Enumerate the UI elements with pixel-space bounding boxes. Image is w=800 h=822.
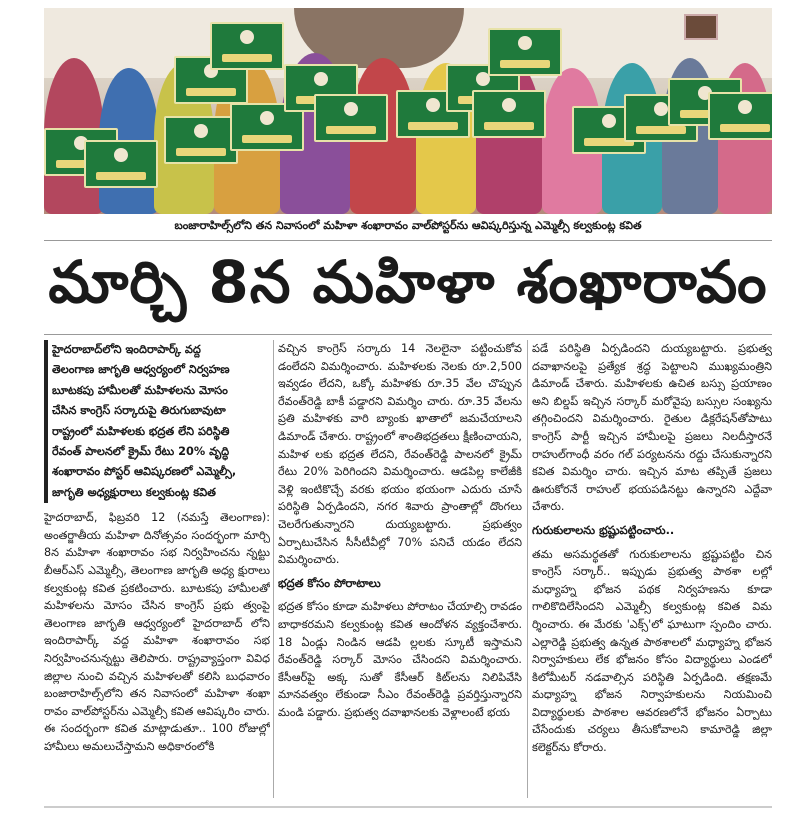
photo-caption: బంజారాహిల్స్‌లోని తన నివాసంలో మహిళా శంఖారావం వాల్‌పోస్టర్‌ను ఆవిష్కరిస్తున్న ఎమ్మెల్సీ కల్వకుంట్ల కవిత [174,219,642,232]
headline-rule [44,334,772,335]
summary-line: జాగృతి అధ్యక్షురాలు కల్వకుంట్ల కవిత [52,485,216,499]
article-paragraph: పడే పరిస్థితి ఏర్పడిందని దుయ్యబట్టారు. ప్రభుత్వ దవాఖానలపై ప్రత్యేక శ్రద్ధ పెట్టాలని ముఖ్యమంత్రిని డిమాండ్ చేశారు. మహిళలకు ఉచిత బస్సు ప్రయాణం అని బిల్డప్ ఇచ్చిన సర్కార్ మరోవైపు బస్సుల సంఖ్యను తగ్గించిందని విమర్శించారు. రైతుల డిక్లరేషన్‌తోపాటు కాంగ్రెస్ పార్టీ ఇచ్చిన హామీలపై ప్రజలు నిలదీస్తారనే రాహుల్‌గాంధీ వరం గల్ పర్యటనను రద్దు చేసుకున్నారని కవిత విమర్శిం చారు. ఇచ్చిన మాట తప్పితే ప్రజలు ఊరుకోరనే రాహుల్ భయపడినట్టు ఉన్నారని ఎద్దేవా చేశారు. [532,342,772,514]
wall-frame [684,14,718,40]
summary-line: రాష్ట్రంలో మహిళలకు భద్రత లేని పరిస్థితి [52,424,230,438]
news-photo [44,8,772,214]
poster [84,140,158,188]
poster [708,92,772,140]
summary-box [44,340,270,503]
subheading: గురుకులాలను భ్రష్టుపట్టించారు.. [532,522,675,537]
article-paragraph: వచ్చిన కాంగ్రెస్ సర్కారు 14 నెలలైనా పట్టించుకోవ డంలేదని విమర్శించారు. మహిళలకు నెలకు రూ.2,500 ఇవ్వడం లేదని, ఒక్కో మహిళకు రూ.35 వేల చొప్పున రేవంత్‌రెడ్డి బాకీ పడ్డారని విమర్శిం చారు. రూ.35 వేలను ప్రతి మహిళకు వారి బ్యాంకు ఖాతాలో జమచేయాలని డిమాండ్ చేశారు. రాష్ట్రంలో శాంతిభద్రతలు క్షీణించాయని, మహిళ లకు భద్రత లేదని, రేవంత్‌రెడ్డి పాలనలో క్రైమ్ రేటు 20% పెరిగిందని విమర్శించారు. ఆడపిల్ల కాలేజీకి వెళ్లి ఇంటికొచ్చే వరకు భయం భయంగా ఎదురు చూసే పరిస్థితి ఏర్పడిందని, నగర శివారు ప్రాంతాల్లో దొంగలు చెలరేగుతున్నారని దుయ్యబట్టారు. ప్రభుత్వం ఏర్పాటుచేసిన సీసీటీవీల్లో 70% పనిచే యడం లేదని విమర్శించారు. [278,342,522,567]
poster [210,22,284,70]
column-divider [273,340,274,798]
article-paragraph: తమ అసమర్థతతో గురుకులాలను భ్రష్టుపట్టిం చిన కాంగ్రెస్ సర్కార్.. ఇప్పుడు ప్రభుత్వ పాఠశా లల్లో మధ్యాహ్న భోజన పథక నిర్వహణను కూడా గాలికొదిలేసిందని ఎమ్మెల్సీ కల్వకుంట్ల కవిత విమ ర్శించారు. ఈ మేరకు 'ఎక్స్'లో ఘాటుగా స్పందిం చారు. ఎల్లారెడ్డి ప్రభుత్వ ఉన్నత పాఠశాలలో మధ్యాహ్న భోజన నిర్వాహకులు లేక భోజనం కోసం విద్యార్థులు ఎండలో కిలోమీటర్ నడవాల్సిన పరిస్థితి ఏర్పడింది. తక్షణమే మధ్యాహ్న భోజన నిర్వాహకులను నియమించి విద్యార్థులకు పాఠశాల ఆవరణలోనే భోజనం ఏర్పాటు చేసేందుకు చర్యలు తీసుకోవాలని కామారెడ్డి జిల్లా కలెక్టర్‌ను కోరారు. [532,547,772,755]
article-paragraph: హైదరాబాద్, ఫిబ్రవరి 12 (నమస్తే తెలంగాణ): అంతర్జాతీయ మహిళా దినోత్సవం సందర్భంగా మార్చి 8న మహిళా శంఖారావం సభ నిర్వహించను న్నట్టు బీఆర్‌ఎస్ ఎమ్మెల్సీ, తెలంగాణ జాగృతి అధ్య క్షురాలు కల్వకుంట్ల కవిత ప్రకటించారు. బూటకపు హామీలతో మహిళలను మోసం చేసిన కాంగ్రెస్ ప్రభు త్వంపై తెలంగాణ జాగృతి ఆధ్వర్యంలో హైదరాబాద్ లోని ఇందిరాపార్క్ వద్ద మహిళా శంఖారావం సభ నిర్వహించనున్నట్టు తెలిపారు. రాష్ట్రవ్యాప్తంగా వివిధ జిల్లాల నుంచి వచ్చిన మహిళలతో కలిసి బుధవారం బంజారాహిల్స్‌లోని తన నివాసంలో మహిళా శంఖా రావం వాల్‌పోస్టర్‌ను ఎమ్మెల్సీ కవిత ఆవిష్కరిం చారు. ఈ సందర్భంగా కవిత మాట్లాడుతూ.. 100 రోజుల్లో హామీలు అమలుచేస్తామని అధికారంలోకి [44,511,270,753]
summary-line: చేసిన కాంగ్రెస్ సర్కారుపై తిరుగుబావుటా [52,404,226,418]
poster [314,94,388,142]
poster [472,90,546,138]
summary-line: తెలంగాణ జాగృతి ఆధ్వర్యంలో నిర్వహణ [52,363,230,377]
caption-rule [44,240,772,241]
column-divider [527,340,528,798]
column-1 [44,340,270,802]
summary-line: హైదరాబాద్‌లోని ఇందిరాపార్క్ వద్ద [52,343,201,356]
headline: మార్చి 8న మహిళా శంఖారావం [48,247,768,316]
summary-line: రేవంత్ పాలనలో క్రైమ్ రేటు 20% వృద్ధి [52,445,230,459]
summary-line: బూటకపు హామీలతో మహిళలను మోసం [52,383,228,397]
column-3 [532,340,772,802]
bottom-rule [44,806,772,808]
summary-line: శంఖారావం పోస్టర్ ఆవిష్కరణలో ఎమ్మెల్సీ, [52,465,237,479]
poster [488,28,562,76]
article-paragraph: భద్రత కోసం కూడా మహిళలు పోరాటం చేయాల్సి రావడం బాధాకరమని కల్వకుంట్ల కవిత ఆందోళన వ్యక్తంచేశారు. 18 ఏండ్లు నిండిన ఆడపి ల్లలకు స్కూటీ ఇస్తామని రేవంత్‌రెడ్డి సర్కార్ మోసం చేసిందని విమర్శించారు. కేసీఆర్‌పై అక్క సుతో కేసీఆర్ కిట్‌లను నిలిపివేసి మానవత్వం లేకుండా సీఎం రేవంత్‌రెడ్డి ప్రవర్తిస్తున్నారని మండి పడ్డారు. ప్రభుత్వ దవాఖానలకు వెళ్లాలంటే భయ [278,600,522,719]
subheading: భద్రత కోసం పోరాటాలు [278,575,381,590]
poster [164,116,238,164]
column-2 [278,340,522,802]
